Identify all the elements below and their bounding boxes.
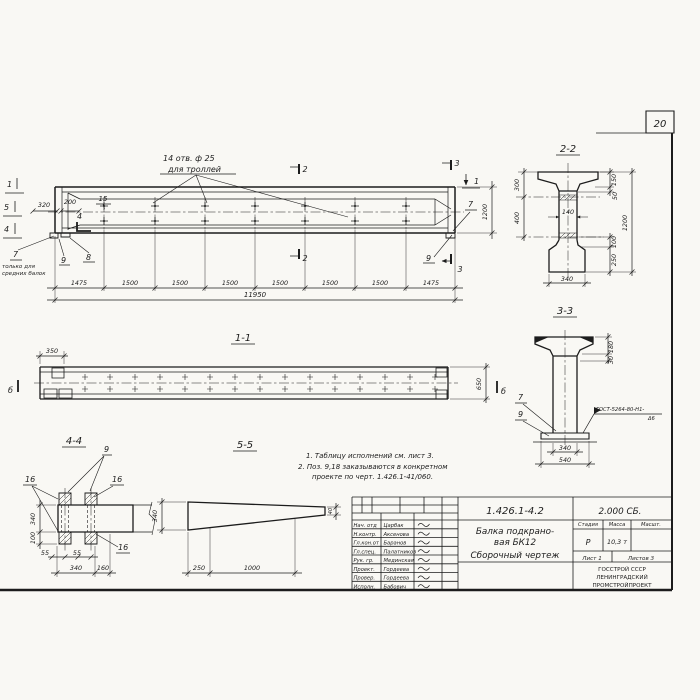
- mark-b-left: б: [8, 386, 13, 395]
- org-line2: ЛЕНИНГРАДСКИЙ: [596, 575, 648, 581]
- view1-mark: 1: [7, 180, 13, 189]
- dim-650: 650: [475, 377, 483, 391]
- dim-200: 200: [63, 198, 77, 206]
- drawing-title-line3: Сборочный чертеж: [470, 551, 560, 561]
- dim-340: 340: [560, 275, 574, 283]
- personnel-role: Нач. отд: [353, 523, 377, 529]
- note7-line2: средних балок: [2, 271, 46, 277]
- dim-340: 340: [151, 509, 159, 523]
- section-2-2: [513, 144, 636, 287]
- col-mass: Масса: [608, 522, 626, 528]
- drawing-title-line1: Балка подкрано-: [475, 527, 555, 537]
- personnel-name: Аксенова: [383, 531, 410, 538]
- title-block: [352, 497, 672, 590]
- pos-9: 9: [104, 445, 110, 454]
- personnel-signature: [418, 585, 430, 588]
- weld-note-line1: ГОСТ-5264-80-Н1-: [596, 407, 645, 413]
- main-elevation-view: [2, 154, 497, 303]
- sheets-total: Листов 3: [627, 556, 655, 562]
- personnel-name: Палатников: [383, 549, 417, 556]
- dim-350: 350: [45, 347, 59, 355]
- pos-16: 16: [25, 475, 36, 484]
- dim-300: 300: [513, 178, 521, 192]
- note-line3: проекте по черт. 1.426.1-41/060.: [312, 473, 434, 481]
- personnel-role: Рук. гр.: [353, 558, 374, 564]
- view-1-1-title: 1-1: [234, 333, 252, 344]
- dim-100: 100: [610, 235, 618, 249]
- sheet-no: Лист 1: [582, 556, 602, 562]
- view-5-5: [151, 440, 341, 577]
- personnel-name: Гордеева: [383, 566, 410, 573]
- mark-b-right: б: [501, 387, 506, 396]
- doc-number: 1.426.1-4.2: [486, 506, 544, 517]
- dim-250: 250: [192, 564, 206, 572]
- dim-50: 50: [611, 191, 619, 201]
- dim-400: 400: [513, 211, 521, 225]
- personnel-name: Царбак: [383, 523, 404, 529]
- pos-7: 7: [518, 393, 524, 402]
- dim-320: 320: [37, 201, 51, 209]
- pos-9-right: 9: [426, 254, 432, 263]
- section-4-4: [23, 436, 155, 577]
- personnel-signature: [418, 550, 430, 553]
- dim-180: 180: [607, 340, 615, 354]
- personnel-signature: [418, 541, 430, 544]
- personnel-signature: [418, 532, 430, 535]
- personnel-name: Баранов: [383, 540, 407, 547]
- seg-dim: 1500: [171, 279, 189, 287]
- dim-140: 140: [561, 208, 575, 216]
- note-line2: 2. Поз. 9,18 заказываются в конкретном: [298, 463, 448, 471]
- personnel-role: Гл.спец.: [353, 549, 376, 556]
- seg-dim: 1475: [422, 279, 440, 287]
- cut3-top: 3: [454, 159, 460, 168]
- dim-340-bottom: 340: [69, 564, 83, 572]
- pos-16: 16: [118, 543, 129, 552]
- personnel-role: Н.контр.: [353, 531, 377, 538]
- personnel-name: Бабович: [383, 584, 407, 591]
- seg-dim: 1500: [221, 279, 239, 287]
- personnel-name: Мединская: [383, 558, 414, 564]
- dim-340: 340: [558, 444, 572, 452]
- dim-55: 55: [40, 549, 50, 557]
- doc-code: 2.000 СБ.: [598, 507, 642, 517]
- personnel-rows: [354, 523, 430, 590]
- dim-height-1200: 1200: [481, 203, 489, 221]
- view-1-1: [8, 333, 506, 403]
- personnel-signature: [418, 576, 430, 579]
- dim-340-left: 340: [29, 512, 37, 526]
- view4-mark: 4: [4, 225, 10, 234]
- personnel-signature: [418, 558, 430, 561]
- weld-note-line2: Δ6: [648, 416, 655, 422]
- dim-540: 540: [558, 456, 572, 464]
- pos-15: 15: [98, 195, 108, 203]
- view5-mark: 5: [4, 203, 10, 212]
- seg-dim: 1475: [70, 279, 88, 287]
- dim-250: 250: [610, 253, 618, 267]
- pos-9: 9: [518, 410, 524, 419]
- personnel-role: Исполн.: [353, 584, 376, 591]
- section-4-4-title: 4-4: [65, 436, 83, 447]
- personnel-signature: [418, 567, 430, 570]
- dim-160: 160: [96, 564, 110, 572]
- view-5-5-title: 5-5: [236, 440, 254, 451]
- hole-note-line2: для троллей: [168, 165, 221, 174]
- dim-40: 40: [328, 507, 334, 515]
- personnel-role: Провер.: [353, 575, 376, 582]
- seg-dim: 1500: [121, 279, 139, 287]
- drawing-title-line2: вая БК12: [493, 538, 537, 548]
- dim-55: 55: [72, 549, 82, 557]
- section-2-2-title: 2-2: [559, 144, 577, 155]
- stage-value: Р: [585, 538, 591, 547]
- cut3-bottom: 3: [457, 265, 463, 274]
- note-line1: 1. Таблицу исполнений см. лист 3.: [306, 452, 434, 460]
- section-3-3-title: 3-3: [556, 306, 574, 317]
- dim-100: 100: [29, 531, 37, 545]
- cut4-mark: [77, 222, 91, 231]
- cut4-label: 4: [77, 212, 83, 221]
- pos-8: 8: [86, 253, 92, 262]
- section-3-3: [515, 306, 662, 468]
- col-scale: Масшт.: [641, 522, 661, 528]
- seg-dim: 1500: [321, 279, 339, 287]
- personnel-role: Гл.кон.от: [353, 540, 379, 547]
- dim-1000: 1000: [243, 564, 261, 572]
- personnel-name: Гордеева: [383, 575, 410, 582]
- dim-total: 11950: [243, 291, 267, 299]
- pos-9-left: 9: [61, 256, 67, 265]
- seg-dim: 1500: [371, 279, 389, 287]
- personnel-signature: [418, 523, 430, 526]
- dim-150: 150: [610, 173, 618, 187]
- pos-7-left: 7: [13, 250, 19, 259]
- view1-mark-right: 1: [474, 177, 480, 186]
- page-number: 20: [653, 119, 667, 130]
- dim-1200: 1200: [621, 214, 629, 232]
- col-stage: Стадия: [578, 522, 598, 528]
- notes: [298, 452, 448, 481]
- hole-note-line1: 14 отв. ф 25: [163, 154, 215, 163]
- cut2-bottom: 2: [302, 254, 308, 263]
- org-line3: ПРОМСТРОЙПРОЕКТ: [592, 583, 652, 589]
- cut2-top: 2: [302, 165, 308, 174]
- note7-line1: только для: [2, 264, 35, 270]
- pos-16: 16: [112, 475, 123, 484]
- pos-7-right: 7: [468, 200, 474, 209]
- dim-30: 30: [607, 355, 615, 365]
- org-line1: ГОССТРОЙ СССР: [598, 567, 646, 573]
- seg-dim: 1500: [271, 279, 289, 287]
- mass-value: 10,3 т: [607, 538, 627, 546]
- personnel-role: Проект.: [353, 566, 375, 573]
